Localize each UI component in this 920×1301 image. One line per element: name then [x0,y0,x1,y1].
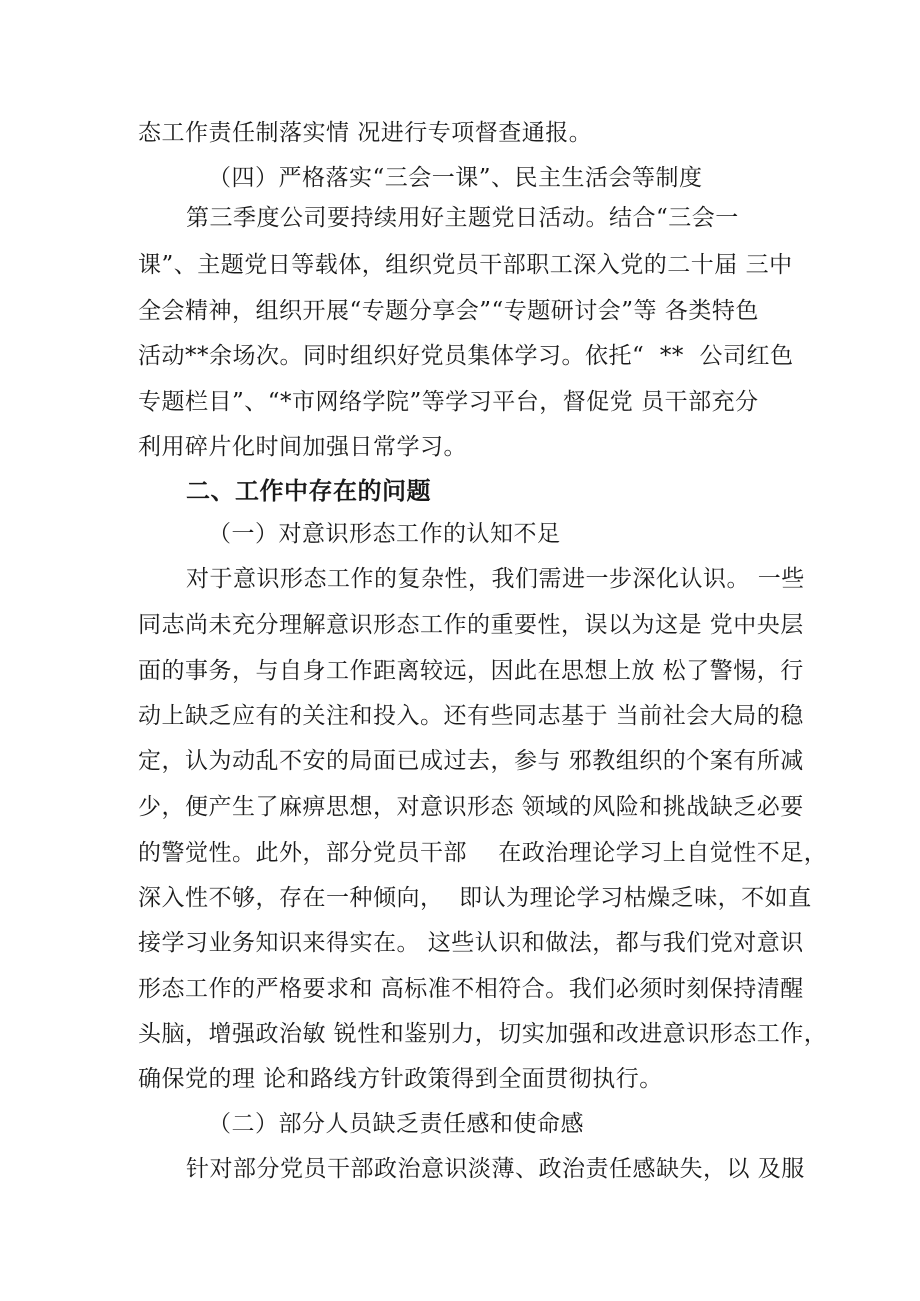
paragraph-line: 确保党的理 论和路线方针政策得到全面贯彻执行。 [138,1066,663,1092]
paragraph-line: 同志尚未充分理解意识形态工作的重要性，误以为这是 党中央层 [138,612,804,638]
paragraph-line: 活动**余场次。同时组织好党员集体学习。依托“ ** 公司红色 [138,343,794,369]
paragraph-line: 课”、主题党日等载体，组织党员干部职工深入党的二十届 三中 [138,252,793,278]
paragraph-line: 接学习业务知识来得实在。 这些认识和做法，都与我们党对意识 [138,930,804,956]
section-subheading: （四）严格落实“三会一课”、民主生活会等制度 [208,165,703,191]
paragraph-line: 定，认为动乱不安的局面已成过去，参与 邪教组织的个案有所减 [138,748,804,774]
paragraph-line: 态工作责任制落实情 况进行专项督查通报。 [138,120,593,146]
section-heading: 二、工作中存在的问题 [186,477,431,505]
paragraph-line: 针对部分党员干部政治意识淡薄、政治责任感缺失，以 及服 [186,1156,805,1182]
paragraph-line: 深入性不够，存在一种倾向， 即认为理论学习枯燥乏味，不如直 [138,885,812,911]
paragraph-line: 第三季度公司要持续用好主题党日活动。结合“三会一 [186,205,739,231]
paragraph-line: 专题栏目”、“*市网络学院”等学习平台，督促党 员干部充分 [138,389,759,415]
section-subheading: （一）对意识形态工作的认知不足 [208,521,561,547]
section-subheading: （二）部分人员缺乏责任感和使命感 [208,1111,584,1137]
paragraph-line: 全会精神，组织开展“专题分享会”“专题研讨会”等 各类特色 [138,298,759,324]
paragraph-line: 面的事务，与自身工作距离较远，因此在思想上放 松了警惕，行 [138,658,804,684]
paragraph-line: 利用碎片化时间加强日常学习。 [138,434,467,460]
paragraph-line: 对于意识形态工作的复杂性，我们需进一步深化认识。 一些 [186,566,805,592]
paragraph-line: 头脑，增强政治敏 锐性和鉴别力，切实加强和改进意识形态工作， [138,1021,828,1047]
paragraph-line: 形态工作的严格要求和 高标准不相符合。我们必须时刻保持清醒 [138,976,804,1002]
paragraph-line: 的警觉性。此外，部分党员干部 在政治理论学习上自觉性不足， [138,840,828,866]
paragraph-line: 动上缺乏应有的关注和投入。还有些同志基于 当前社会大局的稳 [138,703,804,729]
paragraph-line: 少，便产生了麻痹思想，对意识形态 领域的风险和挑战缺乏必要 [138,794,804,820]
